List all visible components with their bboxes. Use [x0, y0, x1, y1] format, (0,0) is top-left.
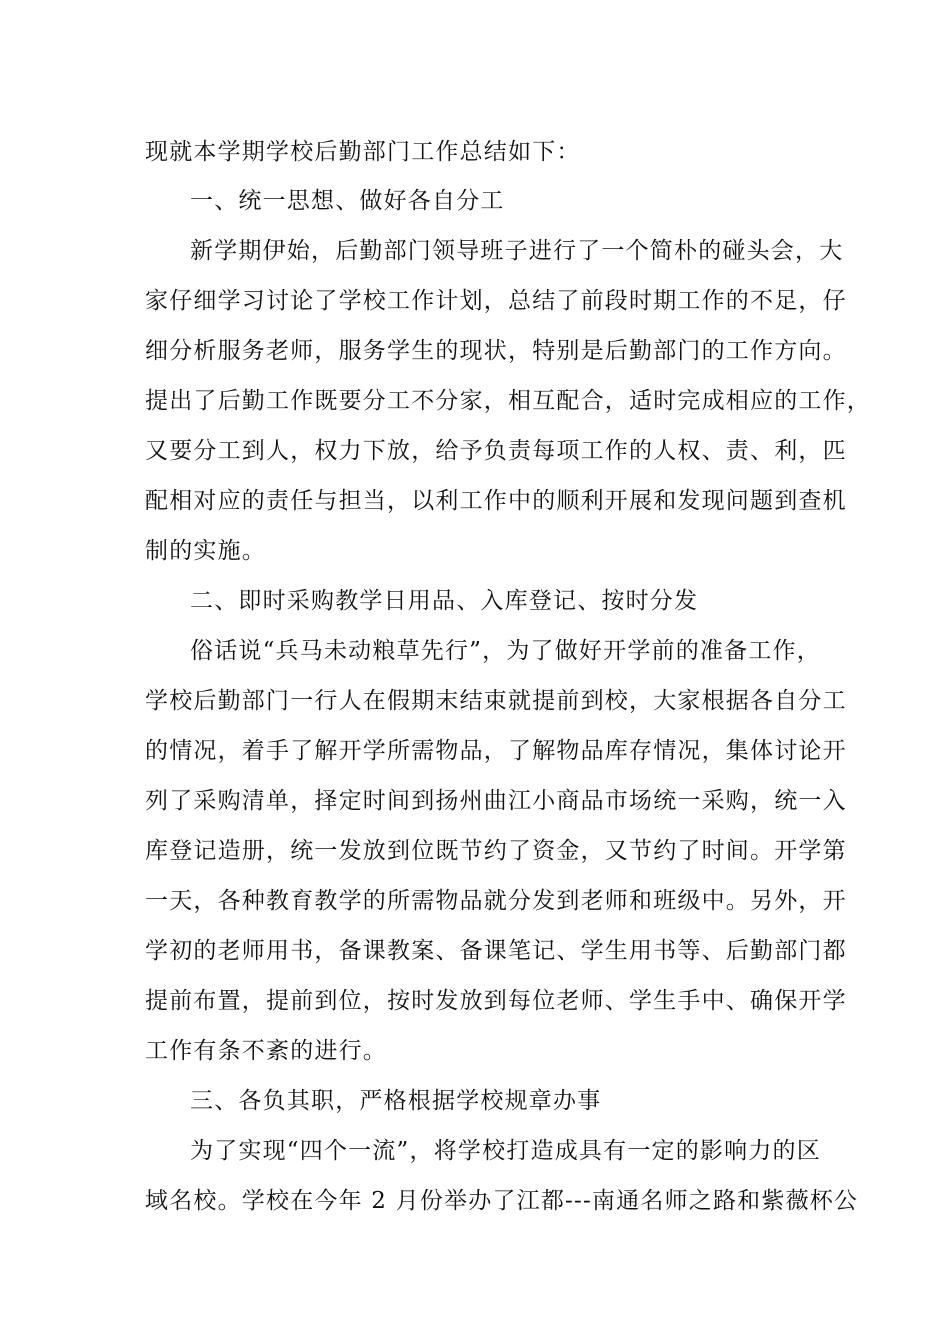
intro-line: 现就本学期学校后勤部门工作总结如下：: [145, 139, 581, 165]
paragraph-2-line-5: 库登记造册，统一发放到位既节约了资金，又节约了时间。开学第: [145, 838, 847, 864]
paragraph-2-line-2: 学校后勤部门一行人在假期末结束就提前到校，大家根据各自分工: [145, 688, 847, 714]
paragraph-1-line-7: 制的实施。: [145, 538, 266, 564]
paragraph-2-line-6: 一天，各种教育教学的所需物品就分发到老师和班级中。另外，开: [145, 888, 847, 914]
paragraph-3-line-1: 为了实现“四个一流”，将学校打造成具有一定的影响力的区: [190, 1138, 821, 1164]
paragraph-1-line-6: 配相对应的责任与担当，以利工作中的顺利开展和发现问题到查机: [145, 488, 847, 514]
paragraph-2-line-9: 工作有条不紊的进行。: [145, 1038, 387, 1064]
paragraph-1-line-3: 细分析服务老师，服务学生的现状，特别是后勤部门的工作方向。: [145, 338, 847, 364]
paragraph-1-line-5: 又要分工到人，权力下放，给予负责每项工作的人权、责、利，匹: [145, 438, 847, 464]
paragraph-2-line-3: 的情况，着手了解开学所需物品，了解物品库存情况，集体讨论开: [145, 738, 847, 764]
paragraph-2-line-8: 提前布置，提前到位，按时发放到每位老师、学生手中、确保开学: [145, 988, 847, 1014]
paragraph-2-line-7: 学初的老师用书，备课教案、备课笔记、学生用书等、后勤部门都: [145, 938, 847, 964]
paragraph-2-line-4: 列了采购清单，择定时间到扬州曲江小商品市场统一采购，统一入: [145, 788, 847, 814]
paragraph-1-line-1: 新学期伊始，后勤部门领导班子进行了一个简朴的碰头会，大: [190, 238, 844, 264]
paragraph-2-line-1: 俗话说“兵马未动粮草先行”，为了做好开学前的准备工作，: [190, 638, 821, 664]
paragraph-1-line-4: 提出了后勤工作既要分工不分家，相互配合，适时完成相应的工作，: [145, 388, 871, 414]
section-heading-2: 二、即时采购教学日用品、入库登记、按时分发: [190, 588, 699, 614]
paragraph-3-line-2: 域名校。学校在今年 2 月份举办了江都---南通名师之路和紫薇杯公: [145, 1188, 859, 1214]
paragraph-1-line-2: 家仔细学习讨论了学校工作计划，总结了前段时期工作的不足，仔: [145, 288, 847, 314]
section-heading-3: 三、各负其职，严格根据学校规章办事: [190, 1088, 602, 1114]
section-heading-1: 一、统一思想、做好各自分工: [190, 188, 505, 214]
